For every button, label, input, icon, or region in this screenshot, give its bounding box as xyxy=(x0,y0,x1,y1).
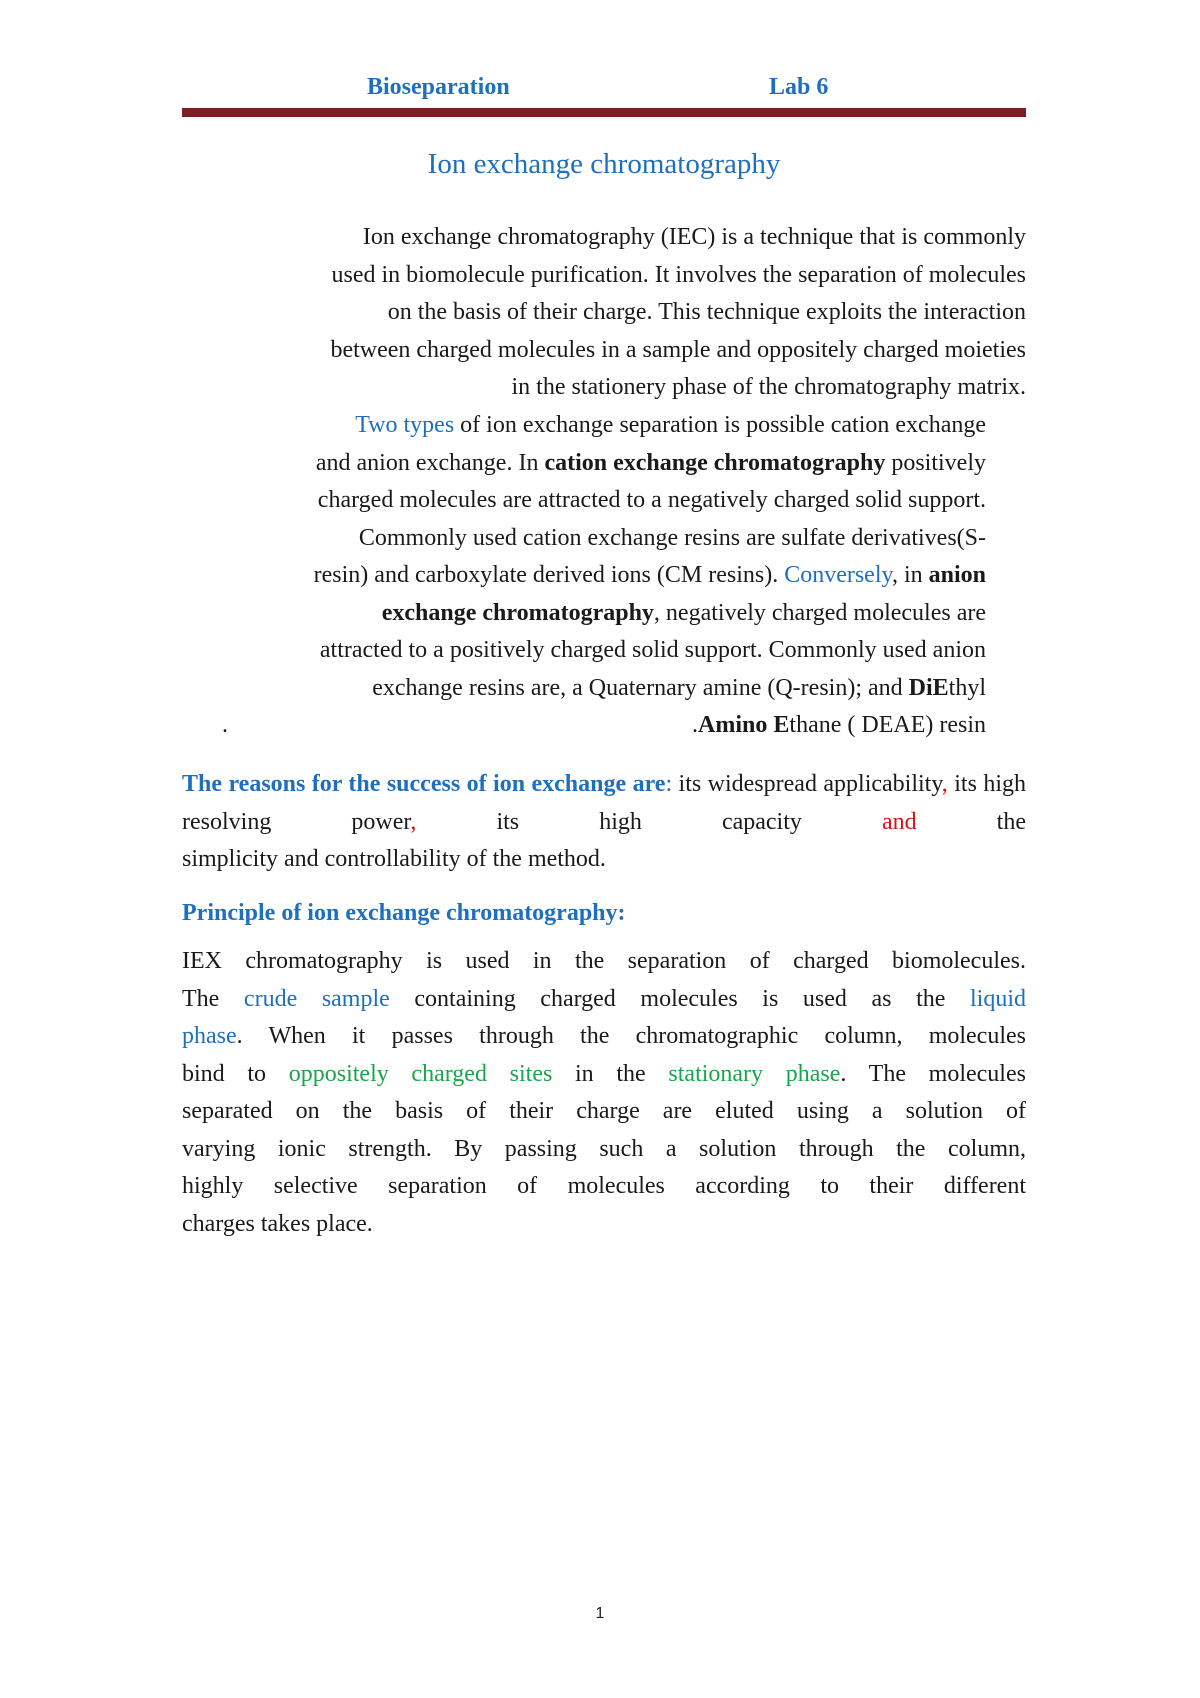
text: the xyxy=(916,808,1026,835)
text: thane ( DEAE) resin xyxy=(789,712,986,738)
types-line xyxy=(182,445,986,483)
sites-highlight: oppositely charged sites xyxy=(288,1060,553,1087)
text: The xyxy=(182,985,244,1012)
principle-line xyxy=(182,1018,1026,1056)
colon: : xyxy=(665,771,673,797)
header-course: Bioseparation xyxy=(367,74,510,100)
text: , in xyxy=(891,562,929,588)
text: , negatively charged molecules are xyxy=(653,599,986,626)
principle-paragraph xyxy=(182,943,1026,1243)
types-line xyxy=(182,670,986,708)
header-rule xyxy=(182,108,1026,117)
intro-paragraph xyxy=(182,219,1026,407)
text: . When it passes through the chromatographic column, molecules xyxy=(236,1023,1026,1049)
text: bind to xyxy=(182,1060,289,1087)
and-highlight: and xyxy=(881,808,917,835)
principle-line xyxy=(182,1056,1026,1094)
text xyxy=(692,707,986,745)
principle-line: IEX chromatography is used in the separation of charged biomolecules. xyxy=(182,948,1026,974)
diethyl-term: DiE xyxy=(908,674,949,701)
reasons-line: simplicity and controllability of the method. xyxy=(182,846,606,872)
principle-line: varying ionic strength. By passing such a solution through the column, xyxy=(182,1135,1026,1162)
red-comma: , xyxy=(410,808,417,835)
reasons-heading: The reasons for the success of ion exchange are xyxy=(182,771,666,797)
types-line xyxy=(182,595,986,633)
anion-term: anion xyxy=(928,562,986,588)
phase-highlight: phase xyxy=(182,1023,237,1049)
stationary-highlight: stationary phase xyxy=(668,1060,841,1087)
text: of ion exchange separation is possible cation exchange xyxy=(454,412,986,438)
intro-line: in the stationery phase of the chromatography matrix. xyxy=(511,374,1026,400)
amino-term: Amino E xyxy=(698,712,790,738)
principle-line xyxy=(182,981,1026,1019)
text: positively xyxy=(885,449,986,476)
reasons-line xyxy=(182,766,1026,841)
document-title: Ion exchange chromatography xyxy=(427,148,781,180)
page-number: 1 xyxy=(595,1605,605,1622)
intro-line: used in biomolecule purification. It involves the separation of molecules xyxy=(331,261,1026,288)
text: its high resolving power xyxy=(182,771,1027,835)
principle-line: charges takes place. xyxy=(182,1210,373,1237)
stray-dot: . xyxy=(222,712,228,738)
types-line: charged molecules are attracted to a negatively charged solid support. xyxy=(317,487,986,513)
principle-line: highly selective separation of molecules according to their different xyxy=(182,1173,1026,1199)
types-line xyxy=(182,707,986,745)
liquid-highlight: liquid xyxy=(970,985,1027,1012)
text: resin) and carboxylate derived ions (CM resins). xyxy=(313,562,785,588)
types-line: Commonly used cation exchange resins are sulfate derivatives(S- xyxy=(358,524,986,551)
text: . xyxy=(692,712,699,738)
crude-sample-highlight: crude sample xyxy=(243,985,390,1012)
principle-heading: Principle of ion exchange chromatography: xyxy=(182,900,626,926)
text: its widespread applicability xyxy=(672,771,942,797)
intro-line: between charged molecules in a sample and oppositely charged moieties xyxy=(330,336,1026,363)
principle-line: separated on the basis of their charge are eluted using a solution of xyxy=(182,1098,1026,1124)
text: and anion exchange. In xyxy=(315,449,545,476)
anion-term-cont: exchange chromatography xyxy=(381,599,654,626)
text: containing charged molecules is used as the xyxy=(389,985,970,1012)
red-comma: , xyxy=(941,771,948,797)
reasons-paragraph xyxy=(182,766,1026,879)
types-line xyxy=(182,407,986,445)
text: in the xyxy=(552,1060,669,1087)
text: its high capacity xyxy=(416,808,882,835)
text: . The molecules xyxy=(840,1060,1026,1087)
header-lab: Lab 6 xyxy=(769,74,829,100)
types-line xyxy=(182,557,986,595)
types-paragraph xyxy=(182,407,986,745)
intro-line: Ion exchange chromatography (IEC) is a technique that is commonly xyxy=(362,224,1026,250)
intro-line: on the basis of their charge. This technique exploits the interaction xyxy=(387,299,1026,325)
text: thyl xyxy=(948,674,986,701)
two-types-highlight: Two types xyxy=(355,412,455,438)
text: exchange resins are, a Quaternary amine (Q-resin); and xyxy=(372,674,909,701)
cation-term: cation exchange chromatography xyxy=(544,449,886,476)
types-line: attracted to a positively charged solid support. Commonly used anion xyxy=(319,637,986,663)
conversely-highlight: Conversely xyxy=(784,562,892,588)
page-header xyxy=(182,64,1026,104)
